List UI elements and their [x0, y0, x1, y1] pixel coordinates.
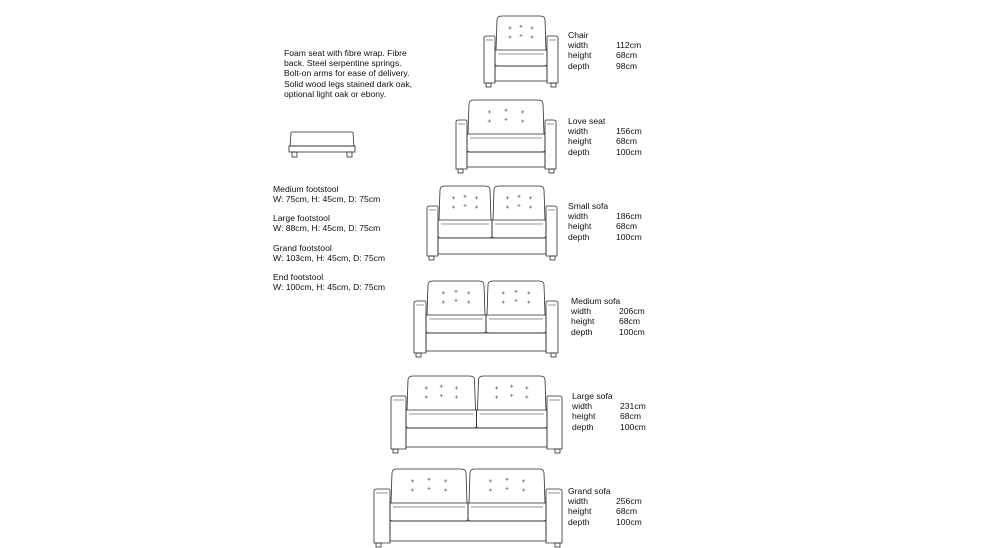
spec-value: 100cm [616, 146, 642, 157]
spec-large-sofa [572, 391, 646, 432]
spec-title: Large sofa [572, 391, 613, 401]
spec-label: depth [568, 60, 590, 71]
spec-title: Chair [568, 30, 589, 40]
spec-value: 68cm [616, 136, 638, 147]
description-line: Solid wood legs stained dark oak, [284, 78, 413, 89]
spec-label: height [568, 506, 592, 517]
grand-sofa-drawing [374, 469, 562, 547]
spec-label: depth [568, 146, 590, 157]
spec-title: Love seat [568, 116, 606, 126]
spec-value: 100cm [616, 231, 642, 242]
spec-value: 68cm [619, 316, 641, 327]
spec-label: height [571, 316, 595, 327]
spec-chair [568, 30, 642, 71]
spec-label: width [568, 40, 589, 51]
spec-value: 156cm [616, 126, 642, 137]
footstool-dims: W: 100cm, H: 45cm, D: 75cm [273, 282, 386, 293]
footstool-entry [273, 243, 385, 263]
footstool-entry [273, 272, 385, 292]
spec-value: 68cm [616, 221, 638, 232]
spec-label: height [572, 411, 596, 422]
footstool-dims: W: 103cm, H: 45cm, D: 75cm [273, 253, 386, 264]
spec-label: depth [568, 516, 590, 527]
spec-label: depth [571, 326, 593, 337]
footstool-name: Medium footstool [273, 184, 339, 194]
spec-title: Small sofa [568, 201, 609, 211]
spec-love-seat [568, 116, 642, 157]
spec-label: width [568, 496, 589, 507]
spec-label: height [568, 221, 592, 232]
spec-value: 68cm [620, 411, 642, 422]
description-line: Foam seat with fibre wrap. Fibre [284, 48, 407, 58]
spec-value: 68cm [616, 506, 638, 517]
spec-label: depth [572, 421, 594, 432]
spec-value: 100cm [619, 326, 645, 337]
spec-label: height [568, 50, 592, 61]
spec-value: 68cm [616, 50, 638, 61]
description-line: Bolt-on arms for ease of delivery. [284, 68, 410, 79]
chair-drawing [484, 16, 558, 87]
footstool-name: End footstool [273, 272, 324, 282]
description-text [284, 48, 412, 99]
spec-grand-sofa [568, 486, 642, 527]
footstool-name: Large footstool [273, 213, 330, 223]
footstool-entry [273, 213, 380, 233]
spec-small-sofa [568, 201, 642, 242]
spec-label: width [572, 401, 593, 412]
spec-label: width [571, 306, 592, 317]
footstool-dims: W: 75cm, H: 45cm, D: 75cm [273, 194, 381, 205]
spec-title: Medium sofa [571, 296, 621, 306]
spec-value: 231cm [620, 401, 646, 412]
spec-label: depth [568, 231, 590, 242]
spec-value: 206cm [619, 306, 645, 317]
footstool-entry [273, 184, 380, 204]
spec-label: height [568, 136, 592, 147]
spec-label: width [568, 211, 589, 222]
footstool-dims: W: 88cm, H: 45cm, D: 75cm [273, 223, 381, 234]
spec-value: 256cm [616, 496, 642, 507]
love-seat-drawing [456, 100, 556, 173]
description-line: optional light oak or ebony. [284, 88, 387, 99]
small-sofa-drawing [427, 186, 557, 260]
spec-value: 100cm [616, 516, 642, 527]
spec-label: width [568, 126, 589, 137]
medium-sofa-drawing [414, 281, 558, 357]
spec-medium-sofa [571, 296, 645, 337]
spec-title: Grand sofa [568, 486, 611, 496]
spec-value: 100cm [620, 421, 646, 432]
large-sofa-drawing [391, 376, 562, 453]
spec-value: 98cm [616, 60, 638, 71]
spec-value: 112cm [616, 40, 642, 51]
spec-value: 186cm [616, 211, 642, 222]
description-line: back. Steel serpentine springs. [284, 58, 402, 69]
footstool-drawing [289, 132, 355, 157]
footstool-name: Grand footstool [273, 243, 332, 253]
